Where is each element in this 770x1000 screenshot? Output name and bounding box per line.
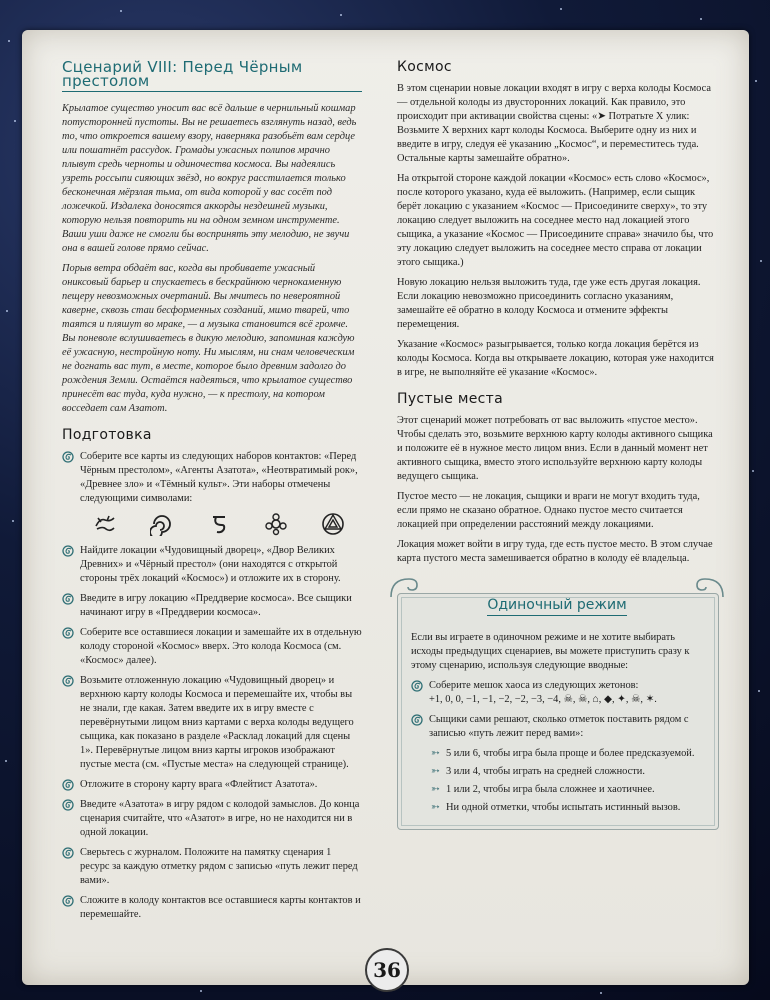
left-column bbox=[62, 60, 362, 928]
flavor-text: Крылатое существо уносит вас всё дальше в чернильный кошмар потусторонней пустоты. Вы не решаетесь взглянуть назад, ведь то, что откроется вашему взору, наверняка разобьёт вам сердце или пошатнёт рассудок. Громады ужасных полипов мрачно плывут средь черноты и одиночества космоса. Вы надеялись узреть россыпи сияющих звёзд, но вокруг расстилается только бесконечная мёрзлая тьма, от вида которой у вас сосёт под ложечкой. Издалека доносятся аккорды нездешней музыки, которую нельзя повторить ни на одном земном инструменте. Ваши уши даже не смогли бы воспринять эту мелодию, не звучи она в вашей голове прямо сейчас. bbox=[62, 103, 357, 254]
spiral-bullet-icon bbox=[62, 895, 74, 907]
spiral-bullet-icon bbox=[411, 680, 423, 692]
empty-spaces-heading: Пустые места bbox=[397, 391, 503, 407]
dark-cult-icon bbox=[321, 512, 345, 536]
chaos-tokens: +1, 0, 0, −1, −1, −2, −2, −3, −4, ☠, ☠, ⌂, ◆, ✦, ☠, ✶. bbox=[429, 694, 657, 705]
setup-step: Сложите в колоду контактов все оставшиеся карты контактов и перемешайте. bbox=[62, 894, 362, 922]
empty-paragraph: Этот сценарий может потребовать от вас выложить «пустое место». Чтобы сделать это, возьмите верхнюю карту колоды активного сыщика и положите её в нужное место лицом вниз. Если в данный момент нет активного сыщика, вместо этого используйте верхнюю карту колоды ведущего сыщика. bbox=[397, 415, 713, 482]
setup-step: Сверьтесь с журналом. Положите на памятку сценария 1 ресурс за каждую отметку рядом с записью «путь лежит перед вами». bbox=[62, 846, 362, 888]
spiral-bullet-icon bbox=[62, 799, 74, 811]
cosmos-paragraph: Новую локацию нельзя выложить туда, где уже есть другая локация. Если локацию невозможно присоединить согласно указаниям, замешайте её обратно в колоду Космоса и отмените эффекты перемещения. bbox=[397, 277, 701, 330]
solo-option: ➳ 1 или 2, чтобы игра была сложнее и хаотичнее. bbox=[431, 784, 655, 795]
cosmos-heading: Космос bbox=[397, 59, 452, 75]
arrow-bullet-icon: ➳ bbox=[431, 802, 440, 813]
cosmos-paragraph: Указание «Космос» разыгрывается, только когда локация берётся из колоды Космоса. Когда вы открываете локацию, которая уже находится в игре, не выполняйте её указание «Космос». bbox=[397, 339, 714, 378]
setup-step: Введите в игру локацию «Преддверие космоса». Все сыщики начинают игру в «Преддверии космоса». bbox=[62, 592, 362, 620]
setup-step: Введите «Азатота» в игру рядом с колодой замыслов. До конца сценария считайте, что «Азатот» в игре, но не находится ни в одной локации. bbox=[62, 798, 362, 840]
arrow-bullet-icon: ➳ bbox=[431, 766, 440, 777]
flavor-text: Порыв ветра обдаёт вас, когда вы пробиваете ужасный ониксовый барьер и спускаетесь в бескрайнюю чернокаменную пещеру невозможных очертаний. Вы мчитесь по невероятной каверне, сквозь стаи бесформенных созданий, мимо тварей, что таятся и пляшут во мраке, — а музыка становится всё громче. Вы поневоле вслушиваетесь в дикую мелодию, запоминая каждую её ужасную, нестройную ноту. Ни мыслям, ни снам человеческим не догнать вас тут, в месте, которое было древним задолго до рождения Земли. Остаётся надеяться, что крылатое существо принесёт вас туда, куда нужно, — к престолу, на котором восседает сам Азатот. bbox=[62, 263, 355, 414]
solo-intro: Если вы играете в одиночном режиме и не хотите выбирать исходы предыдущих сценариев, вы можете приступить сразу к этому сценарию, используя следующие вводные: bbox=[411, 632, 690, 671]
setup-step: Возьмите отложенную локацию «Чудовищный дворец» и верхнюю карту колоды Космоса и перемешайте их, чтобы вы не знали, где какая. Затем введите их в игру вместе с перевёрнутыми лицом вниз картами с верха колоды ведущего сыщика, как показано в разделе «Расклад локаций для сцены 1». Перевёрнутые лицом вниз карты игроков изображают пустые места (см. «Пустые места» на следующей странице). bbox=[62, 674, 362, 772]
agents-of-azathoth-icon bbox=[150, 512, 174, 536]
corner-flourish-icon bbox=[389, 575, 419, 599]
spiral-bullet-icon bbox=[62, 675, 74, 687]
solo-mode-box bbox=[397, 583, 717, 830]
corner-flourish-icon bbox=[695, 575, 725, 599]
before-black-throne-icon bbox=[93, 512, 117, 536]
arrow-bullet-icon: ➳ bbox=[431, 748, 440, 759]
ancient-evils-icon bbox=[264, 512, 288, 536]
spiral-bullet-icon bbox=[62, 847, 74, 859]
solo-step: Сыщики сами решают, сколько отметок поставить рядом с записью «путь лежит перед вами»: bbox=[411, 713, 703, 741]
scenario-title: Сценарий VIII: Перед Чёрным престолом bbox=[62, 60, 362, 92]
cosmos-paragraph: В этом сценарии новые локации входят в игру с верха колоды Космоса — отдельной колоды из двусторонних локаций. Как правило, это происходит при активации свойства сцены: «➤ Потратьте X улик: Возьмите X верхних карт колоды Космоса. Выберите одну из них и введите в игру, следуя её указанию „Космос“, и переместитесь туда. Остальные карты замешайте обратно». bbox=[397, 83, 711, 164]
setup-heading: Подготовка bbox=[62, 427, 152, 443]
solo-option: ➳ 3 или 4, чтобы играть на средней сложности. bbox=[431, 766, 645, 777]
solo-option: ➳ Ни одной отметки, чтобы испытать истинный вызов. bbox=[431, 802, 681, 813]
encounter-set-symbols bbox=[62, 512, 362, 536]
solo-body bbox=[411, 631, 703, 819]
cosmos-paragraph: На открытой стороне каждой локации «Космос» есть слово «Космос», после которого указано, куда её выложить. (Например, если сыщик берёт локацию с указанием «Космос — Присоедините сверху», то эту локацию следует выложить на соседнее место над локацией этого сыщика, а указание «Космос — Присоедините справа» значило бы, что эту локацию следует выложить на соседнее место справа от локации этого сыщика.) bbox=[397, 173, 714, 268]
solo-option: ➳ 5 или 6, чтобы игра была проще и более предсказуемой. bbox=[431, 748, 695, 759]
spiral-bullet-icon bbox=[62, 593, 74, 605]
spiral-bullet-icon bbox=[62, 627, 74, 639]
setup-step: Соберите все оставшиеся локации и замешайте их в отдельную колоду стороной «Космос» вверх. Это колода Космоса (см. «Космос» далее). bbox=[62, 626, 362, 668]
spiral-bullet-icon bbox=[62, 779, 74, 791]
solo-step: Соберите мешок хаоса из следующих жетонов: +1, 0, 0, −1, −1, −2, −2, −3, −4, ☠, ☠, ⌂, ◆, ✦, ☠, ✶. bbox=[411, 679, 703, 707]
right-column bbox=[397, 60, 717, 572]
spiral-bullet-icon bbox=[62, 451, 74, 463]
spiral-bullet-icon bbox=[411, 714, 423, 726]
empty-paragraph: Локация может войти в игру туда, где есть пустое место. В этом случае карта пустого места замешивается обратно в колоду её владельца. bbox=[397, 539, 713, 564]
arrow-bullet-icon: ➳ bbox=[431, 784, 440, 795]
setup-step: Отложите в сторону карту врага «Флейтист Азатота». bbox=[62, 778, 362, 792]
inexorable-fate-icon bbox=[207, 512, 231, 536]
empty-paragraph: Пустое место — не локация, сыщики и враги не могут входить туда, если прямо не сказано обратное. Однако пустое место считается локацией при определении расстояний между локациями. bbox=[397, 491, 700, 530]
solo-title: Одиночный режим bbox=[397, 597, 717, 613]
setup-step: Найдите локации «Чудовищный дворец», «Двор Великих Древних» и «Чёрный престол» (они находятся с открытой стороны трёх локаций «Космос») и отложите их в сторону. bbox=[62, 544, 362, 586]
spiral-bullet-icon bbox=[62, 545, 74, 557]
setup-step: Соберите все карты из следующих наборов контактов: «Перед Чёрным престолом», «Агенты Азатота», «Неотвратимый рок», «Древнее зло» и «Тёмный культ». Эти наборы отмечены следующими символами: bbox=[62, 450, 362, 506]
page-number: 36 bbox=[365, 948, 409, 992]
